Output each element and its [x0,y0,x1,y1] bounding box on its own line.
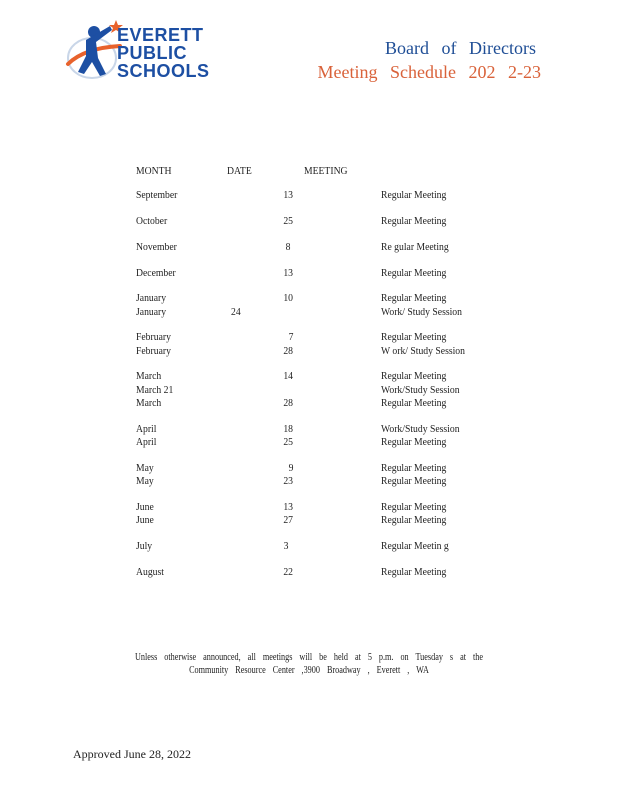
row-meeting: Regular Meeting [381,267,447,279]
row-day: 22 [283,566,293,578]
row-day: 13 [283,267,293,279]
row-meeting: Regular Meeting [381,566,447,578]
row-date: 24 [231,306,241,318]
row-meeting: Regular Meeting [381,397,447,409]
row-meeting: Regular Meeting [381,501,447,513]
row-month: June [136,501,154,513]
row-meeting: Regular Meeting [381,514,447,526]
row-month: November [136,241,177,253]
page-title: Board of Directors [385,38,536,58]
row-month: May [136,475,154,487]
row-day: 23 [283,475,293,487]
row-month: January [136,292,167,304]
row-month: April [136,436,157,448]
note-line-2: Community Resource Center ,3900 Broadway , Everett , WA [189,665,429,676]
row-day: 14 [283,370,293,382]
row-month: May [136,462,154,474]
logo-line-3: SCHOOLS [117,61,210,81]
row-meeting: Work/Study Session [381,384,460,396]
row-day: 27 [283,514,293,526]
row-meeting: Regular Meeting [381,436,447,448]
row-day: 10 [283,292,293,304]
row-day: 28 [283,345,293,357]
row-meeting: Regular Meeting [381,370,447,382]
row-day: 28 [283,397,293,409]
row-meeting: Regular Meeting [381,331,447,343]
logo-line-2: PUBLIC [117,43,187,63]
row-month: September [136,189,178,201]
row-month: June [136,514,154,526]
row-meeting: W ork/ Study Session [381,345,465,357]
row-month: March 21 [136,384,174,396]
row-month: February [136,345,171,357]
row-meeting: Regular Meeting [381,189,447,201]
row-month: March [136,397,162,409]
row-meeting: Regular Meeting [381,475,447,487]
row-day: 18 [283,423,293,435]
meeting-location-note [0,651,618,677]
row-month: March [136,370,162,382]
row-day: 9 [288,462,293,474]
row-meeting: Re gular Meeting [381,241,449,253]
row-month: February [136,331,171,343]
row-day: 13 [283,189,293,201]
row-meeting: Regular Meeting [381,292,447,304]
note-line-1: Unless otherwise announced, all meetings will be held at 5 p.m. on Tuesday s at the [134,652,483,663]
row-month: April [136,423,157,435]
row-day: 3 [283,540,288,552]
row-meeting: Regular Meeting [381,462,447,474]
logo-line-1: EVERETT [117,25,204,45]
row-month: October [136,215,168,227]
row-day: 8 [285,241,290,253]
row-month: July [136,540,153,552]
row-month: December [136,267,176,279]
row-day: 25 [283,215,293,227]
row-meeting: Work/ Study Session [381,306,462,318]
approval-date: Approved June 28, 2022 [73,747,191,761]
row-meeting: Work/Study Session [381,423,460,435]
row-meeting: Regular Meeting [381,215,447,227]
header-meeting: MEETING [304,165,348,177]
header-month: MONTH [136,165,172,177]
row-month: August [136,566,164,578]
row-day: 7 [288,331,293,343]
row-day: 13 [283,501,293,513]
row-month: January [136,306,167,318]
row-day: 25 [283,436,293,448]
page-subtitle: Meeting Schedule 202 2-23 [317,62,541,82]
row-meeting: Regular Meetin g [381,540,449,552]
header-date: DATE [227,165,252,177]
